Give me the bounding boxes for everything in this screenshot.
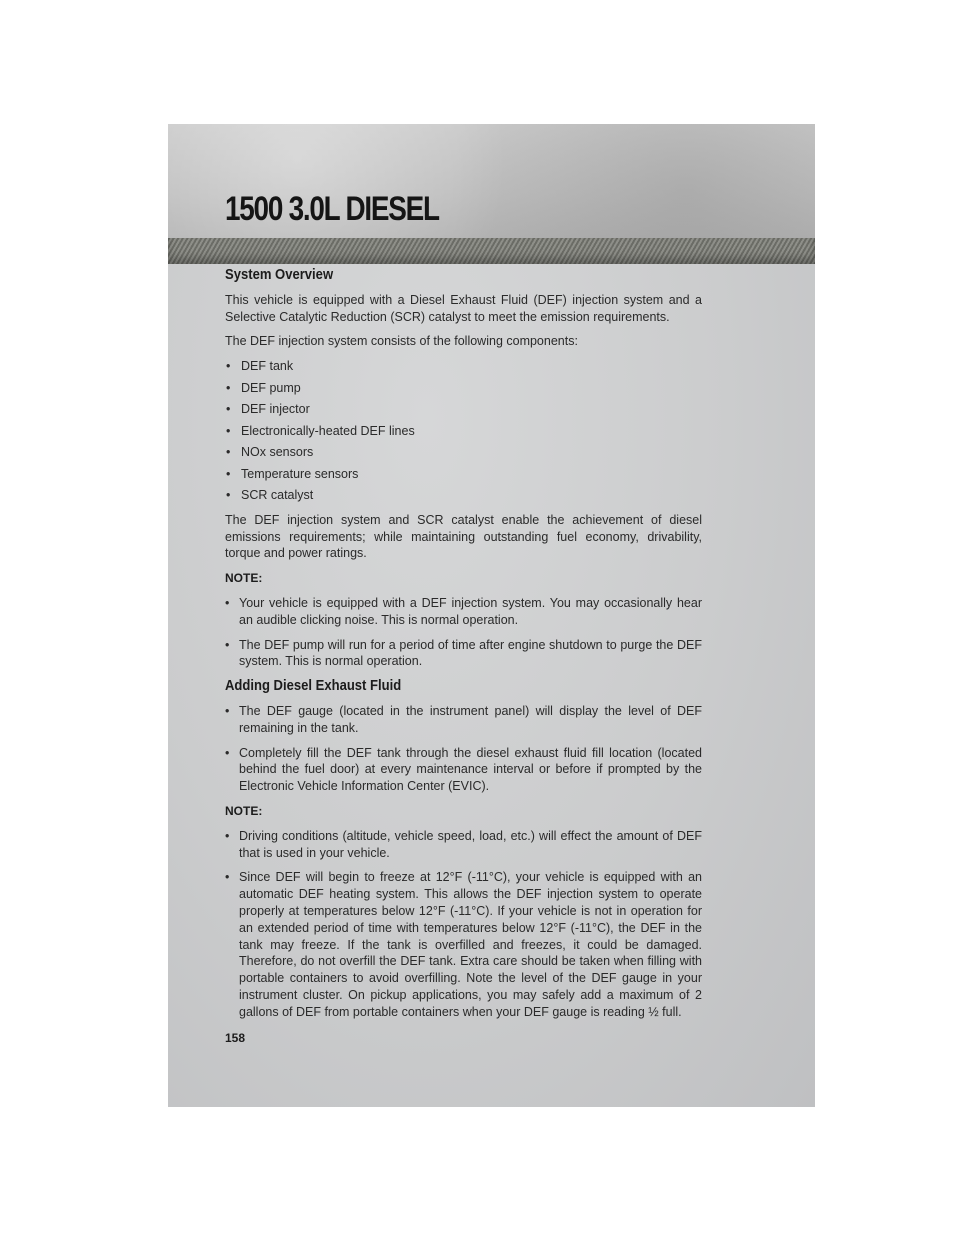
section-heading-adding-def: Adding Diesel Exhaust Fluid <box>225 678 402 695</box>
paragraph-intro: This vehicle is equipped with a Diesel Exhaust Fluid (DEF) injection system and a Selective Catalytic Reduction (SCR) catalyst to meet the emission requirements. <box>225 292 702 324</box>
page-number: 158 <box>225 1031 246 1045</box>
list-item: • NOx sensors <box>225 444 702 461</box>
list-item: • Since DEF will begin to freeze at 12°F (-11°C), your vehicle is equipped with an automatic DEF heating system. This allows the DEF injection system to operate properly at temperatures below 12°F (-11°C). If your vehicle is not in operation for an extended period of time with temperatures below 12°F (-11°C), the DEF in the tank may freeze. If the tank is overfilled and freezes, it could be damaged. Therefore, do not overfill the DEF tank. Extra care should be taken when filling with portable containers to avoid overfilling. Note the level of the DEF gauge in your instrument cluster. On pickup applications, you may safely add a maximum of 2 gallons of DEF from portable containers when your DEF gauge is reading ½ full. <box>225 870 702 1019</box>
paragraph-components-intro: The DEF injection system consists of the following components: <box>225 334 578 349</box>
note-list <box>225 828 702 1021</box>
list-item: • Driving conditions (altitude, vehicle speed, load, etc.) will effect the amount of DEF that is used in your vehicle. <box>225 828 702 860</box>
list-item: • DEF injector <box>225 401 702 418</box>
list-item: • The DEF pump will run for a period of time after engine shutdown to purge the DEF system. This is normal operation. <box>225 637 702 669</box>
page-header <box>168 124 815 238</box>
list-item: • Electronically-heated DEF lines <box>225 423 702 440</box>
page-title: 1500 3.0L DIESEL <box>225 190 439 228</box>
note-label: NOTE: <box>225 571 263 586</box>
note-list <box>225 595 702 670</box>
list-item: • DEF pump <box>225 380 702 397</box>
list-item: • The DEF gauge (located in the instrument panel) will display the level of DEF remaining in the tank. <box>225 704 702 735</box>
section-heading-system-overview: System Overview <box>225 267 334 283</box>
list-item: • DEF tank <box>225 358 702 375</box>
components-list <box>225 358 702 504</box>
header-stripe <box>168 238 815 264</box>
paragraph-summary: The DEF injection system and SCR catalyst enable the achievement of diesel emissions requirements; while maintaining outstanding fuel economy, drivability, torque and power ratings. <box>225 512 702 561</box>
adding-def-list <box>225 703 702 795</box>
note-label: NOTE: <box>225 804 263 819</box>
list-item: • Your vehicle is equipped with a DEF injection system. You may occasionally hear an audible clicking noise. This is normal operation. <box>225 596 702 627</box>
list-item: • Temperature sensors <box>225 466 702 483</box>
manual-page <box>168 124 815 1107</box>
list-item: • SCR catalyst <box>225 487 702 504</box>
page-content <box>225 267 702 1029</box>
list-item: • Completely fill the DEF tank through the diesel exhaust fluid fill location (located behind the fuel door) at every maintenance interval or before if prompted by the Electronic Vehicle Information Center (EVIC). <box>225 745 702 794</box>
